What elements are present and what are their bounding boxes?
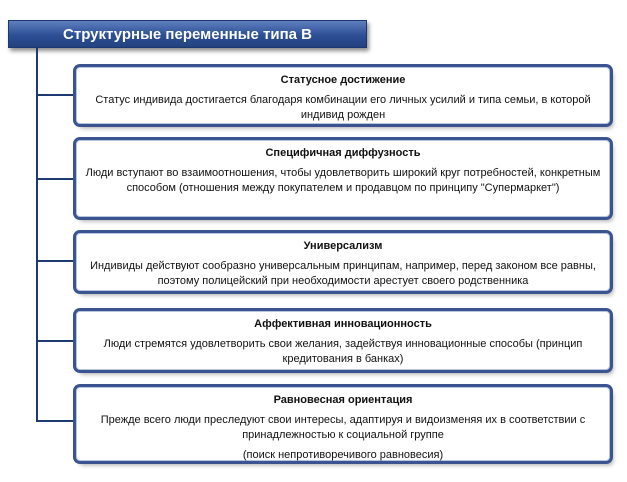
connector-branch-4 [36, 340, 77, 342]
connector-branch-1 [36, 94, 77, 96]
variable-card-universalism [76, 233, 610, 291]
card-heading: Универсализм [303, 240, 383, 252]
variable-card-specific-diffuseness [76, 140, 610, 217]
variable-card-equilibrium-orientation [76, 387, 610, 461]
card-description: Прежде всего люди преследуют свои интересы, адаптируя и видоизменяя их в соответствии с принадлежностью к социальной группе [100, 414, 586, 441]
connector-branch-3 [36, 260, 77, 262]
connector-branch-2 [36, 178, 77, 180]
card-heading: Специфичная диффузность [265, 147, 421, 159]
card-heading: Аффективная инновационность [254, 318, 432, 330]
variable-card-affective-innovation [76, 311, 610, 370]
card-description: Индивиды действуют сообразно универсальным принципам, например, перед законом все равны, поэтому полицейский при необходимости арестует своего родственника [90, 260, 596, 287]
card-note: (поиск непротиворечивого равновесия) [242, 449, 444, 461]
card-description: Статус индивида достигается благодаря комбинации его личных усилий и типа семьи, в которой индивид рожден [95, 94, 591, 121]
connector-trunk [36, 48, 38, 422]
card-description: Люди вступают во взаимоотношения, чтобы удовлетворить широкий круг потребностей, конкретным способом (отношения между покупателем и продавцом по принципу "Супермаркет") [85, 167, 601, 194]
diagram-title [8, 20, 367, 48]
variable-card-status-achievement [76, 67, 610, 124]
diagram-title-text: Структурные переменные типа В [63, 25, 312, 43]
connector-branch-5 [36, 420, 77, 422]
card-heading: Равновесная ориентация [273, 394, 413, 406]
card-heading: Статусное достижение [280, 74, 406, 86]
card-description: Люди стремятся удовлетворить свои желания, задействуя инновационные способы (принцип кредитования в банках) [103, 338, 583, 365]
